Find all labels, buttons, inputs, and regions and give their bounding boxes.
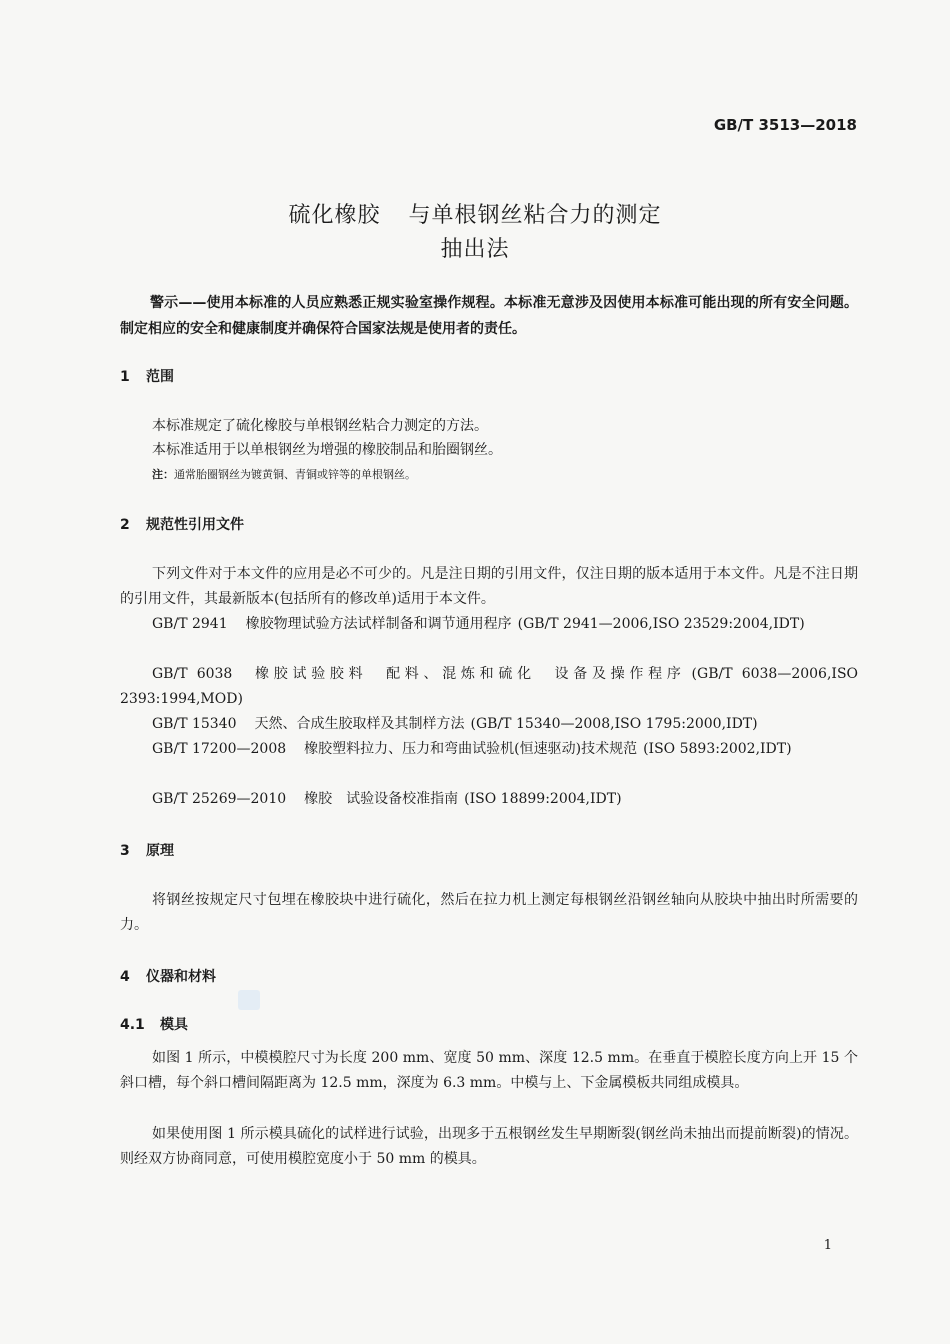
reference-name: 橡胶物理试验方法试样制备和调节通用程序 <box>245 616 512 632</box>
section-heading-2 <box>120 514 244 534</box>
reference-detail: (GB/T 2941—2006,ISO 23529:2004,IDT) <box>517 616 805 632</box>
section-number: 3 <box>120 843 130 859</box>
reference-detail: (ISO 18899:2004,IDT) <box>464 791 622 807</box>
section-title: 模具 <box>160 1017 188 1033</box>
reference-code: GB/T 6038 <box>152 666 233 682</box>
document-title <box>0 198 950 229</box>
scope-note <box>152 466 416 482</box>
section-number: 4 <box>120 969 130 985</box>
note-label: 注： <box>152 468 174 481</box>
section-heading-3 <box>120 840 174 860</box>
reference-name: 橡胶 试验设备校准指南 <box>304 791 459 807</box>
note-text: 通常胎圈钢丝为镀黄铜、青铜或锌等的单根钢丝。 <box>174 468 416 481</box>
scope-paragraph-2: 本标准适用于以单根钢丝为增强的橡胶制品和胎圈钢丝。 <box>152 442 502 458</box>
reference-detail: (GB/T 6038—2006,ISO 2393:1994,MOD) <box>120 666 859 707</box>
reference-item <box>120 787 858 812</box>
reference-code: GB/T 25269—2010 <box>152 791 287 807</box>
mold-paragraph-2: 如果使用图 1 所示模具硫化的试样进行试验，出现多于五根钢丝发生早期断裂(钢丝尚未抽出而提前断裂)的情况。则经双方协商同意，可使用模腔宽度小于 50 mm 的模具。 <box>120 1126 858 1167</box>
section-heading-1 <box>120 366 174 386</box>
section-title: 范围 <box>146 369 174 385</box>
reference-code: GB/T 2941 <box>152 616 228 632</box>
section-number: 1 <box>120 369 130 385</box>
section-title: 规范性引用文件 <box>146 517 244 533</box>
title-part-2: 与单根钢丝粘合力的测定 <box>408 203 662 228</box>
reference-name: 橡胶塑料拉力、压力和弯曲试验机(恒速驱动)技术规范 <box>304 741 638 757</box>
section-title: 仪器和材料 <box>146 969 216 985</box>
scope-paragraph-1: 本标准规定了硫化橡胶与单根钢丝粘合力测定的方法。 <box>152 418 488 434</box>
reference-detail: (ISO 5893:2002,IDT) <box>643 741 792 757</box>
document-subtitle: 抽出法 <box>440 237 510 262</box>
standard-number: GB/T 3513—2018 <box>713 116 857 134</box>
reference-code: GB/T 17200—2008 <box>152 741 287 757</box>
references-intro: 下列文件对于本文件的应用是必不可少的。凡是注日期的引用文件，仅注日期的版本适用于本文件。凡是不注日期的引用文件，其最新版本(包括所有的修改单)适用于本文件。 <box>120 566 858 607</box>
mold-paragraph-1: 如图 1 所示，中模模腔尺寸为长度 200 mm、宽度 50 mm、深度 12.5 mm。在垂直于模腔长度方向上开 15 个斜口槽，每个斜口槽间隔距离为 12.5 mm，深度为 6.3 mm。中模与上、下金属模板共同组成模具。 <box>120 1050 858 1091</box>
warning-paragraph: 警示——使用本标准的人员应熟悉正规实验室操作规程。本标准无意涉及因使用本标准可能出现的所有安全问题。制定相应的安全和健康制度并确保符合国家法规是使用者的责任。 <box>120 295 858 337</box>
reference-item <box>120 737 858 762</box>
reference-name: 橡胶试验胶料 配料、混炼和硫化 设备及操作程序 <box>250 666 686 682</box>
page-number: 1 <box>823 1238 832 1253</box>
title-part-1: 硫化橡胶 <box>288 203 381 228</box>
reference-item <box>120 612 858 637</box>
reference-detail: (GB/T 15340—2008,ISO 1795:2000,IDT) <box>470 716 758 732</box>
reference-item <box>120 712 858 737</box>
reference-name: 天然、合成生胶取样及其制样方法 <box>254 716 465 732</box>
section-number: 2 <box>120 517 130 533</box>
reference-item <box>120 662 858 712</box>
section-title: 原理 <box>146 843 174 859</box>
reference-code: GB/T 15340 <box>152 716 237 732</box>
principle-paragraph: 将钢丝按规定尺寸包埋在橡胶块中进行硫化，然后在拉力机上测定每根钢丝沿钢丝轴向从胶块中抽出时所需要的力。 <box>120 892 858 933</box>
section-number: 4.1 <box>120 1017 145 1033</box>
section-heading-4 <box>120 966 216 986</box>
scan-artifact <box>238 990 260 1010</box>
section-heading-4-1 <box>120 1014 188 1034</box>
